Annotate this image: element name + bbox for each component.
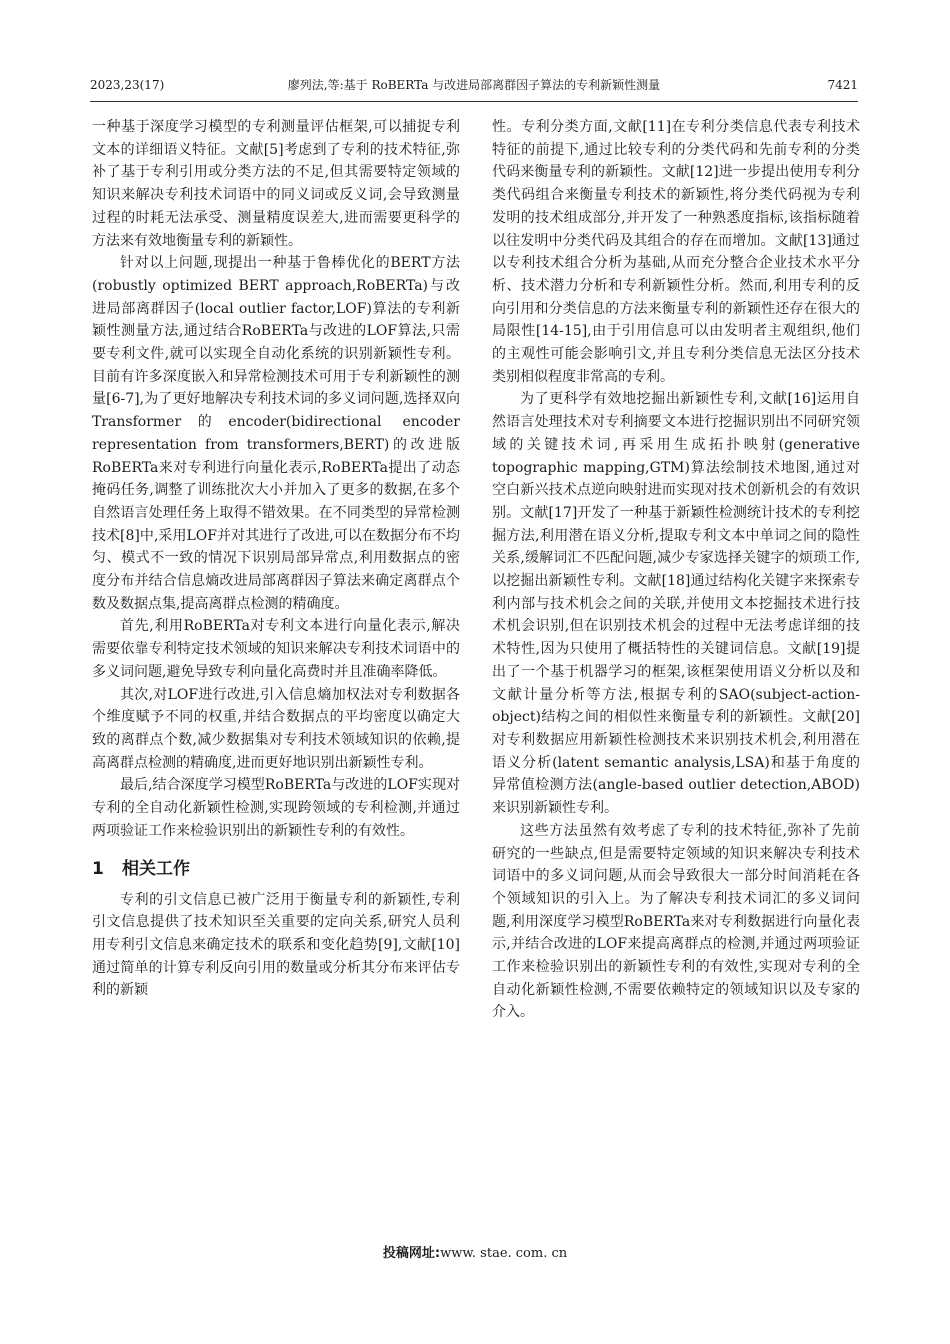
footer-url[interactable]: www. stae. com. cn: [440, 1246, 568, 1261]
footer-label: 投稿网址:: [382, 1246, 441, 1261]
paragraph-summary: 这些方法虽然有效考虑了专利的技术特征,弥补了先前研究的一些缺点,但是需要特定领域的知识来解决专利技术词语中的多义词问题,从而会导致很大一部分时间消耗在各个领域知识的引入上。为了解决专利技术词汇的多义词问题,利用深度学习模型RoBERTa来对专利数据进行向量化表示,并结合改进的LOF来提高离群点的检测,并通过两项验证工作来检验识别出的新颖性专利的有效性,实现对专利的全自动化新颖性检测,不需要依赖特定的领域知识以及专家的介入。: [492, 822, 860, 1021]
paragraph-related-work: 专利的引文信息已被广泛用于衡量专利的新颖性,专利引文信息提供了技术知识至关重要的定向关系,研究人员利用专利引文信息来确定技术的联系和变化趋势[9],文献[10]通过简单的计算专利反向引用的数量或分析其分布来评估专利的新颖: [92, 891, 460, 999]
section-heading: [92, 857, 460, 881]
header-rule: [90, 101, 858, 102]
section-title: 相关工作: [122, 858, 190, 879]
footer: [0, 1244, 950, 1264]
paragraph-continued: 性。专利分类方面,文献[11]在专利分类信息代表专利技术特征的前提下,通过比较专利的分类代码和先前专利的分类代码来衡量专利的新颖性。文献[12]进一步提出使用专利分类代码组合来衡量专利技术的新颖性,将分类代码视为专利发明的技术组成部分,并开发了一种熟悉度指标,该指标随着以往发明中分类代码及其组合的存在而增加。文献[13]通过以专利技术组合分析为基础,从而充分整合企业技术水平分析、技术潜力分析和专利新颖性分析。然而,利用专利的反向引用和分类信息的方法来衡量专利的新颖性还存在很大的局限性[14-15],由于引用信息可以由发明者主观组织,他们的主观性可能会影响引文,并且专利分类信息无法区分技术类别相似程度非常高的专利。: [492, 119, 860, 385]
issue-info: 2023,23(17): [90, 78, 165, 92]
paragraph-first-step: 首先,利用RoBERTa对专利文本进行向量化表示,解决需要依靠专利特定技术领域的知识来解决专利技术词语中的多义词问题,避免导致专利向量化高费时并且准确率降低。: [92, 618, 460, 680]
running-title: 廖列法,等:基于 RoBERTa 与改进局部离群因子算法的专利新颖性测量: [287, 78, 661, 92]
paragraph-final-step: 最后,结合深度学习模型RoBERTa与改进的LOF实现对专利的全自动化新颖性检测,实现跨领域的专利检测,并通过两项验证工作来检验识别出的新颖性专利的有效性。: [92, 777, 460, 839]
page-number: 7421: [827, 78, 858, 92]
left-column: [92, 116, 460, 1232]
paragraph-text-mining-methods: 为了更科学有效地挖掘出新颖性专利,文献[16]运用自然语言处理技术对专利摘要文本进行挖掘识别出不同研究领域的关键技术词,再采用生成拓扑映射(generative topographic mapping,GTM)算法绘制技术地图,通过对空白新兴技术点逆向映射进而实现对技术创新机会的有效识别。文献[17]开发了一种基于新颖性检测统计技术的专利挖掘方法,利用潜在语义分析,提取专利文本中单词之间的隐性关系,缓解词汇不匹配问题,减少专家选择关键字的烦琐工作,以挖掘出新颖性专利。文献[18]通过结构化关键字来探索专利内部与技术机会之间的关联,并使用文本挖掘技术进行技术机会识别,但在识别技术机会的过程中无法考虑详细的技术特性,因为只使用了概括特性的关键词信息。文献[19]提出了一个基于机器学习的框架,该框架使用语义分析以及和文献计量分析等方法,根据专利的SAO(subject-action-object)结构之间的相似性来衡量专利的新颖性。文献[20]对专利数据应用新颖性检测技术来识别技术机会,利用潜在语义分析(latent semantic analysis,LSA)和基于角度的异常值检测方法(angle-based outlier detection,ABOD)来识别新颖性专利。: [492, 391, 860, 817]
paragraph-continued: 一种基于深度学习模型的专利测量评估框架,可以捕捉专利文本的详细语义特征。文献[5]考虑到了专利的技术特征,弥补了基于专利引用或分类方法的不足,但其需要特定领域的知识来解决专利技术词语中的同义词或反义词,会导致测量过程的时耗无法承受、测量精度误差大,进而需要更科学的方法来有效地衡量专利的新颖性。: [92, 119, 460, 249]
section-number: 1: [92, 858, 104, 879]
right-column: [492, 116, 860, 1232]
paragraph-second-step: 其次,对LOF进行改进,引入信息熵加权法对专利数据各个维度赋予不同的权重,并结合数据点的平均密度以确定大致的离群点个数,减少数据集对专利技术领域知识的依赖,提高离群点检测的精确度,进而更好地识别出新颖性专利。: [92, 686, 460, 771]
paragraph-problem-statement: 针对以上问题,现提出一种基于鲁棒优化的BERT方法(robustly optimized BERT approach,RoBERTa)与改进局部离群因子(local outlier factor,LOF)算法的专利新颖性测量方法,通过结合RoBERTa与改进的LOF算法,只需要专利文件,就可以实现全自动化系统的识别新颖性专利。目前有许多深度嵌入和异常检测技术可用于专利新颖性的测量[6-7],为了更好地解决专利技术词的多义词问题,选择双向Transformer的encoder(bidirectional encoder representation from transformers,BERT)的改进版RoBERTa来对专利进行向量化表示,RoBERTa提出了动态掩码任务,调整了训练批次大小并加入了更多的数据,在多个自然语言处理任务上取得不错效果。在不同类型的异常检测技术[8]中,采用LOF并对其进行了改进,可以在数据分布不均匀、模式不一致的情况下识别局部异常点,利用数据点的密度分布并结合信息熵改进局部离群因子算法来确定离群点个数及数据点集,提高离群点检测的精确度。: [92, 255, 460, 612]
running-header: [90, 74, 858, 96]
